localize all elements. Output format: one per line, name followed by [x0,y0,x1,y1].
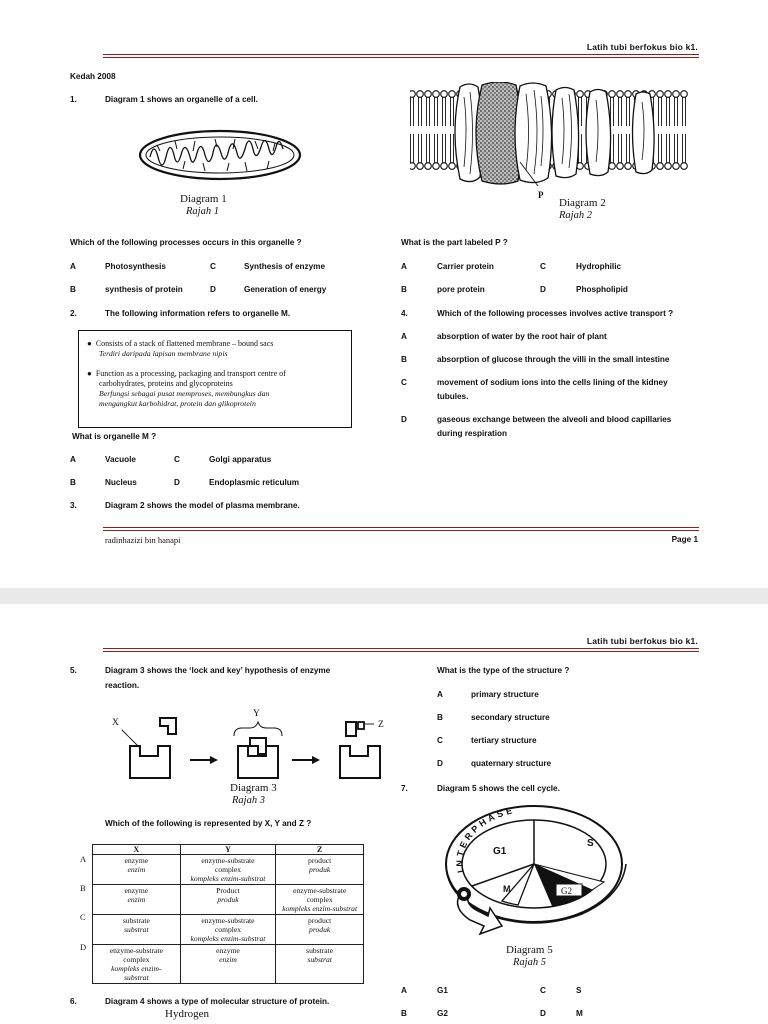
q3-option-b-letter: B [401,285,407,294]
diagram1-caption: Diagram 1 [180,193,227,205]
q4-text: Which of the following processes involves active transport ? [437,309,674,318]
diagram5-caption-malay: Rajah 5 [513,957,546,968]
q5-number: 5. [70,666,77,675]
q7-option-b-letter: B [401,1009,407,1018]
plasma-membrane-diagram [408,82,690,190]
q2-option-c: Golgi apparatus [209,455,272,464]
q4-option-c-letter: C [401,378,407,387]
row-letter-c: C [80,912,86,922]
label-p: P [538,190,544,200]
phase-s: S [587,838,594,849]
q3-text: Diagram 2 shows the model of plasma membrane. [105,501,300,510]
q2-option-b: Nucleus [105,478,137,487]
q1-text: Diagram 1 shows an organelle of a cell. [105,95,258,104]
q2-option-b-letter: B [70,478,76,487]
table-cell: product produk [276,855,364,885]
q7-text: Diagram 5 shows the cell cycle. [437,784,560,793]
table-header: Y [180,845,276,855]
q2-option-c-letter: C [174,455,180,464]
diagram3-caption-malay: Rajah 3 [232,795,265,806]
q6-option-c-letter: C [437,736,443,745]
table-row [93,945,364,984]
footer-page-number: Page 1 [671,535,698,544]
table-header: Z [276,845,364,855]
table-cell: enzyme-substrate complex kompleks enzim- substrat [93,945,181,984]
q3-question: What is the part labeled P ? [401,238,508,247]
table-cell: Product produk [180,885,276,915]
q4-option-a-letter: A [401,332,407,341]
q1-option-b-letter: B [70,285,76,294]
q1-option-a: Photosynthesis [105,262,166,271]
q5-text-line2: reaction. [105,681,140,690]
q6-option-a: primary structure [471,690,539,699]
table-cell: substrate substrat [276,945,364,984]
mitochondrion-diagram [135,125,310,190]
q1-option-d: Generation of energy [244,285,327,294]
label-y: Y [253,709,260,719]
table-cell: enzyme-substrate complex kompleks enzim-substrat [180,915,276,945]
info-bullet-1-malay: Terdiri daripada lapisan membrane nipis [99,349,228,358]
table-row [93,885,364,915]
table-cell: enzyme-substrate complex kompleks enzim-substrat [180,855,276,885]
q3-option-a: Carrier protein [437,262,494,271]
diagram3-caption: Diagram 3 [230,782,277,794]
q7-option-c: S [576,986,582,995]
diagram2-caption: Diagram 2 [559,197,606,209]
q6-text: Diagram 4 shows a type of molecular structure of protein. [105,997,330,1006]
q2-option-d-letter: D [174,478,180,487]
q1-option-a-letter: A [70,262,76,271]
q1-number: 1. [70,95,77,104]
info-bullet-2-malay-line2: mengangkut karbohidrat, protein dan glikoprotein [99,399,256,408]
organelle-info-box [78,330,352,428]
q6-option-c: tertiary structure [471,736,537,745]
table-row [93,915,364,945]
q1-option-d-letter: D [210,285,216,294]
q3-option-d: Phospholipid [576,285,628,294]
q5-text-line1: Diagram 3 shows the ‘lock and key’ hypothesis of enzyme [105,666,331,675]
q3-option-a-letter: A [401,262,407,271]
page-header: Latih tubi berfokus bio k1. [586,636,698,646]
q3-option-d-letter: D [540,285,546,294]
table-cell: product produk [276,915,364,945]
q6-option-b: secondary structure [471,713,550,722]
lock-and-key-diagram [110,708,390,784]
table-row [93,855,364,885]
q7-option-b: G2 [437,1009,448,1018]
q6-option-d-letter: D [437,759,443,768]
exam-source: Kedah 2008 [70,72,116,81]
table-cell: enzyme enzim [180,945,276,984]
table-cell: enzyme enzim [93,855,181,885]
table-cell: enzyme-substrate complex kompleks enzim-substrat [276,885,364,915]
q6-question: What is the type of the structure ? [437,666,570,675]
q2-option-d: Endoplasmic reticulum [209,478,300,487]
phase-m: M [503,884,511,894]
row-letter-d: D [80,942,87,952]
q7-option-c-letter: C [540,986,546,995]
info-bullet-1: ● Consists of a stack of flattened membrane – bound sacs [87,339,274,348]
q6-number: 6. [70,997,77,1006]
diagram1-caption-malay: Rajah 1 [186,206,219,217]
row-letter-a: A [80,854,87,864]
q3-option-c-letter: C [540,262,546,271]
table-cell: substrate substrat [93,915,181,945]
q6-option-b-letter: B [437,713,443,722]
table-header-row [93,845,364,855]
header-rule [103,54,699,58]
table-cell: enzyme enzim [93,885,181,915]
q1-question: Which of the following processes occurs in this organelle ? [70,238,302,247]
q7-number: 7. [401,784,408,793]
q5-question: Which of the following is represented by X, Y and Z ? [105,819,312,828]
q7-option-a: G1 [437,986,448,995]
q4-option-d-line2: during respiration [437,429,508,438]
page-2 [0,604,768,1024]
interphase-label: INTERPHASE [454,804,516,874]
q4-option-c-line1: movement of sodium ions into the cells lining of the kidney [437,378,668,387]
q2-text: The following information refers to organelle M. [105,309,291,318]
label-x: X [112,718,119,728]
q4-option-b: absorption of glucose through the villi in the small intestine [437,355,670,364]
footer-rule [103,527,699,531]
q3-option-b: pore protein [437,285,485,294]
q7-option-d: M [576,1009,583,1018]
q4-option-a: absorption of water by the root hair of plant [437,332,607,341]
q4-option-d-line1: gaseous exchange between the alveoli and blood capillaries [437,415,672,424]
phase-g1: G1 [493,846,507,857]
q1-option-c: Synthesis of enzyme [244,262,325,271]
label-z: Z [378,720,384,730]
q2-option-a: Vacuole [105,455,136,464]
q4-option-d-letter: D [401,415,407,424]
q1-option-b: synthesis of protein [105,285,183,294]
info-bullet-2-line2: carbohydrates, proteins and glycoproteins [99,379,233,388]
page-header: Latih tubi berfokus bio k1. [586,42,698,52]
diagram4-hydrogen-label: Hydrogen [165,1008,209,1020]
table-header: X [93,845,181,855]
q4-option-c-line2: tubules. [437,392,469,401]
q3-option-c: Hydrophilic [576,262,622,271]
info-bullet-2-malay-line1: Berfungsi sebagai pusat memproses, membungkus dan [99,389,270,398]
q4-option-b-letter: B [401,355,407,364]
diagram5-caption: Diagram 5 [506,944,553,956]
q4-number: 4. [401,309,408,318]
cell-cycle-diagram [442,800,628,936]
row-letter-b: B [80,883,86,893]
q1-option-c-letter: C [210,262,216,271]
q2-option-a-letter: A [70,455,76,464]
xyz-options-table [92,844,364,984]
q6-option-d: quaternary structure [471,759,552,768]
q2-question: What is organelle M ? [72,432,157,441]
phase-g2: G2 [561,886,572,896]
q7-option-a-letter: A [401,986,407,995]
diagram2-caption-malay: Rajah 2 [559,210,592,221]
header-rule [103,648,699,652]
q3-number: 3. [70,501,77,510]
q2-number: 2. [70,309,77,318]
info-bullet-2-line1: ● Function as a processing, packaging and transport centre of [87,369,286,378]
q6-option-a-letter: A [437,690,443,699]
footer-author: radinhazizi bin hanapi [105,535,181,545]
q7-option-d-letter: D [540,1009,546,1018]
